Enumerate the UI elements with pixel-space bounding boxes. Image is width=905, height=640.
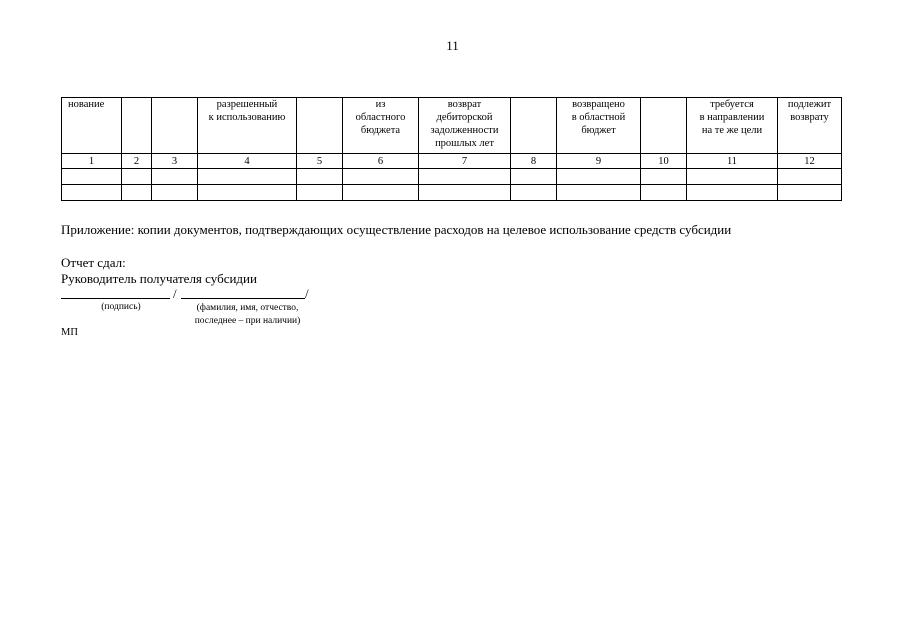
table-cell [297, 169, 343, 185]
table-cell [419, 185, 511, 201]
table-cell [778, 185, 842, 201]
column-number-row [62, 154, 842, 169]
table-cell [198, 169, 297, 185]
signature-slash-left: / [173, 286, 177, 301]
signature-slash-right: / [305, 286, 309, 301]
header-cell-9: возвращено в областной бюджет [557, 98, 641, 154]
table-cell [62, 169, 122, 185]
name-caption: (фамилия, имя, отчество, последнее – при наличии) [194, 303, 301, 326]
column-number: 5 [297, 154, 343, 169]
header-cell-4: разрешенный к использованию [198, 98, 297, 154]
table-cell [557, 169, 641, 185]
header-cell-8 [511, 98, 557, 154]
column-number: 6 [343, 154, 419, 169]
column-number: 2 [122, 154, 152, 169]
column-number: 3 [152, 154, 198, 169]
signature-line [61, 298, 170, 299]
head-label: Руководитель получателя субсидии [61, 271, 257, 286]
table-cell [687, 185, 778, 201]
name-line [181, 298, 305, 299]
header-cell-6: из областного бюджета [343, 98, 419, 154]
header-cell-2 [122, 98, 152, 154]
table-cell [778, 169, 842, 185]
table-row [62, 185, 842, 201]
table-cell [511, 185, 557, 201]
table-cell [198, 185, 297, 201]
table-cell [557, 185, 641, 201]
signature-caption: (подпись) [101, 302, 141, 312]
column-number: 1 [62, 154, 122, 169]
seal-label: МП [61, 327, 78, 338]
table-cell [152, 169, 198, 185]
report-table [61, 97, 842, 201]
column-number: 7 [419, 154, 511, 169]
table-cell [62, 185, 122, 201]
header-cell-10 [641, 98, 687, 154]
appendix-note: Приложение: копии документов, подтверждающих осуществление расходов на целевое использование средств субсидии [61, 222, 732, 237]
submitted-label: Отчет сдал: [61, 255, 126, 270]
table-cell [641, 169, 687, 185]
header-cell-1: нование [62, 98, 122, 154]
table-cell [122, 169, 152, 185]
column-number: 11 [687, 154, 778, 169]
header-cell-3 [152, 98, 198, 154]
table-row [62, 169, 842, 185]
table-cell [511, 169, 557, 185]
table-cell [152, 185, 198, 201]
column-number: 10 [641, 154, 687, 169]
table-cell [297, 185, 343, 201]
table-cell [343, 169, 419, 185]
column-number: 9 [557, 154, 641, 169]
table-cell [687, 169, 778, 185]
header-cell-7: возврат дебиторской задолженности прошлых лет [419, 98, 511, 154]
table-cell [641, 185, 687, 201]
page-number: 11 [446, 38, 459, 53]
column-number: 4 [198, 154, 297, 169]
column-number: 8 [511, 154, 557, 169]
table-cell [122, 185, 152, 201]
header-cell-5 [297, 98, 343, 154]
table-cell [343, 185, 419, 201]
header-cell-12: подлежит возврату [778, 98, 842, 154]
table-header-row [62, 98, 842, 154]
table-cell [419, 169, 511, 185]
column-number: 12 [778, 154, 842, 169]
header-cell-11: требуется в направлении на те же цели [687, 98, 778, 154]
